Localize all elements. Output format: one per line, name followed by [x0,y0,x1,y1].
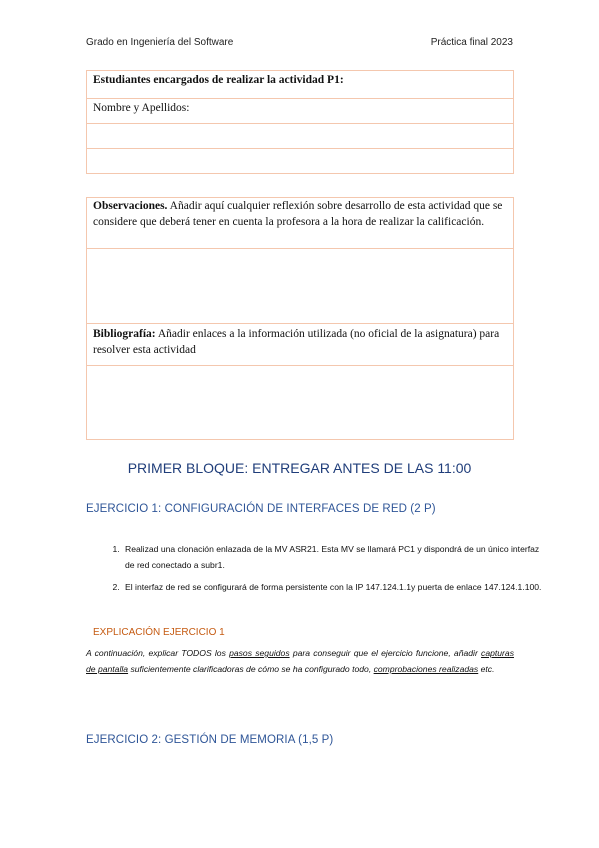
name-entry-1[interactable] [87,123,513,148]
step-item: 2. El interfaz de red se configurará de forma persistente con la IP 147.124.1.1y puerta de enlace 147.124.1.100. [122,579,550,595]
exercise2-title: EJERCICIO 2: GESTIÓN DE MEMORIA (1,5 P) [86,734,334,746]
observations-row [87,198,513,248]
underlined-capturas: capturas de pantalla [86,648,514,674]
name-entry-2[interactable] [87,148,513,173]
observations-label: Observaciones. [93,200,168,212]
bibliography-row [87,323,513,365]
explanation-title: EXPLICACIÓN EJERCICIO 1 [93,627,225,638]
bibliography-text: Añadir enlaces a la información utilizada (no oficial de la asignatura) para resolver esta actividad [93,328,500,356]
exercise1-title: EJERCICIO 1: CONFIGURACIÓN DE INTERFACES DE RED (2 P) [86,503,436,515]
header-right: Práctica final 2023 [430,37,513,48]
step-item: 1. Realizad una clonación enlazada de la MV ASR21. Esta MV se llamará PC1 y dispondrá de un único interfaz de red conectado a subr1. [122,541,550,573]
header-left: Grado en Ingeniería del Software [86,37,234,48]
observations-text: Añadir aquí cualquier reflexión sobre desarrollo de esta actividad que se considere que deberá tener en cuenta la profesora a la hora de realizar la calificación. [93,200,503,228]
name-label: Nombre y Apellidos: [87,98,513,123]
students-table [86,70,514,174]
block-title: PRIMER BLOQUE: ENTREGAR ANTES DE LAS 11:00 [127,460,472,476]
underlined-pasos: pasos seguidos [229,648,290,658]
bibliography-answer-area[interactable] [87,365,513,439]
observations-answer-area[interactable] [87,248,513,323]
underlined-comprobaciones: comprobaciones realizadas [373,664,479,674]
students-title: Estudiantes encargados de realizar la actividad P1: [93,74,344,86]
observations-table [86,197,514,440]
explanation-text: A continuación, explicar TODOS los pasos seguidos para conseguir que el ejercicio funcione, añadir capturas de pantalla suficientemente clarificadoras de cómo se ha configurado todo, comprobaciones realizadas etc. [86,648,514,674]
exercise1-steps [86,541,550,601]
bibliography-label: Bibliografía: [93,328,156,340]
